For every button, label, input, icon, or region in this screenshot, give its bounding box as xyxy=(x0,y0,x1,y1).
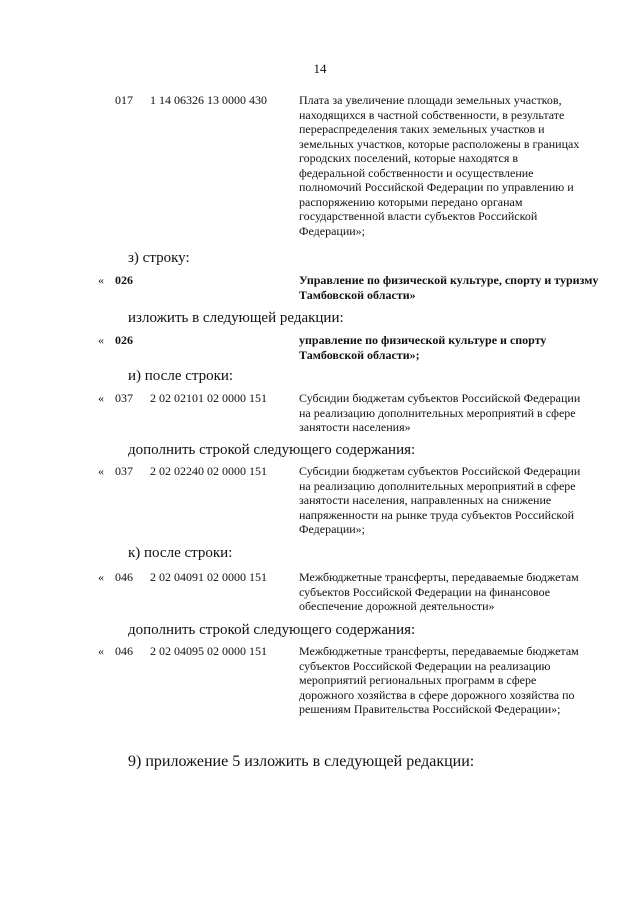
page-number: 14 xyxy=(313,61,327,76)
entry-text: Плата за увеличение площади земельных участков, находящихся в частной собственности, в результате перераспределения таких земельных участков и земельных участков, которые расположены в границах городских поселений, которые находятся в федеральной собственности и осуществление полномочий Российской Федерации по управлению и распоряжению которыми передано органам государственной власти субъектов Российской Федерации»; xyxy=(299,93,580,238)
instruction-k-after: к) после строки: xyxy=(128,545,233,561)
entry-code: 026 xyxy=(115,273,133,287)
entry-code: 037 xyxy=(115,464,133,478)
entry-classifier: 2 02 04095 02 0000 151 xyxy=(150,644,267,658)
entry-text: Управление по физической культуре, спорту и туризму Тамбовской области» xyxy=(299,273,599,302)
final-item: 9) приложение 5 изложить в следующей редакции: xyxy=(128,753,475,770)
open-quote: « xyxy=(98,391,104,405)
entry-text: управление по физической культуре и спорту Тамбовской области»; xyxy=(299,333,547,362)
open-quote: « xyxy=(98,464,104,478)
entry-text: Межбюджетные трансферты, передаваемые бюджетам субъектов Российской Федерации на финансовое обеспечение дорожной деятельности» xyxy=(299,570,579,613)
entry-classifier: 2 02 04091 02 0000 151 xyxy=(150,570,267,584)
entry-code: 026 xyxy=(115,333,133,347)
entry-code: 037 xyxy=(115,391,133,405)
entry-code: 046 xyxy=(115,644,133,658)
instruction-z-row: з) строку: xyxy=(128,250,190,266)
open-quote: « xyxy=(98,273,104,287)
instruction-add-row: дополнить строкой следующего содержания: xyxy=(128,442,416,458)
instruction-set-forth: изложить в следующей редакции: xyxy=(128,310,344,326)
entry-classifier: 2 02 02101 02 0000 151 xyxy=(150,391,267,405)
open-quote: « xyxy=(98,570,104,584)
instruction-i-after: и) после строки: xyxy=(128,368,234,384)
instruction-add-row: дополнить строкой следующего содержания: xyxy=(128,622,416,638)
open-quote: « xyxy=(98,644,104,658)
entry-classifier: 2 02 02240 02 0000 151 xyxy=(150,464,267,478)
entry-code: 046 xyxy=(115,570,133,584)
entry-text: Субсидии бюджетам субъектов Российской Федерации на реализацию дополнительных мероприятий в сфере занятости населения» xyxy=(299,391,581,434)
open-quote: « xyxy=(98,333,104,347)
entry-classifier: 1 14 06326 13 0000 430 xyxy=(150,93,267,107)
entry-text: Межбюджетные трансферты, передаваемые бюджетам субъектов Российской Федерации на реализацию мероприятий региональных программ в сфере дорожного хозяйства в сфере дорожного хозяйства по решениям Правительства Российской Федерации»; xyxy=(299,644,579,716)
entry-code: 017 xyxy=(115,93,133,107)
entry-text: Субсидии бюджетам субъектов Российской Федерации на реализацию дополнительных мероприятий в сфере занятости населения, направленных на снижение напряженности на рынке труда субъектов Российской Федерации»; xyxy=(299,464,581,536)
